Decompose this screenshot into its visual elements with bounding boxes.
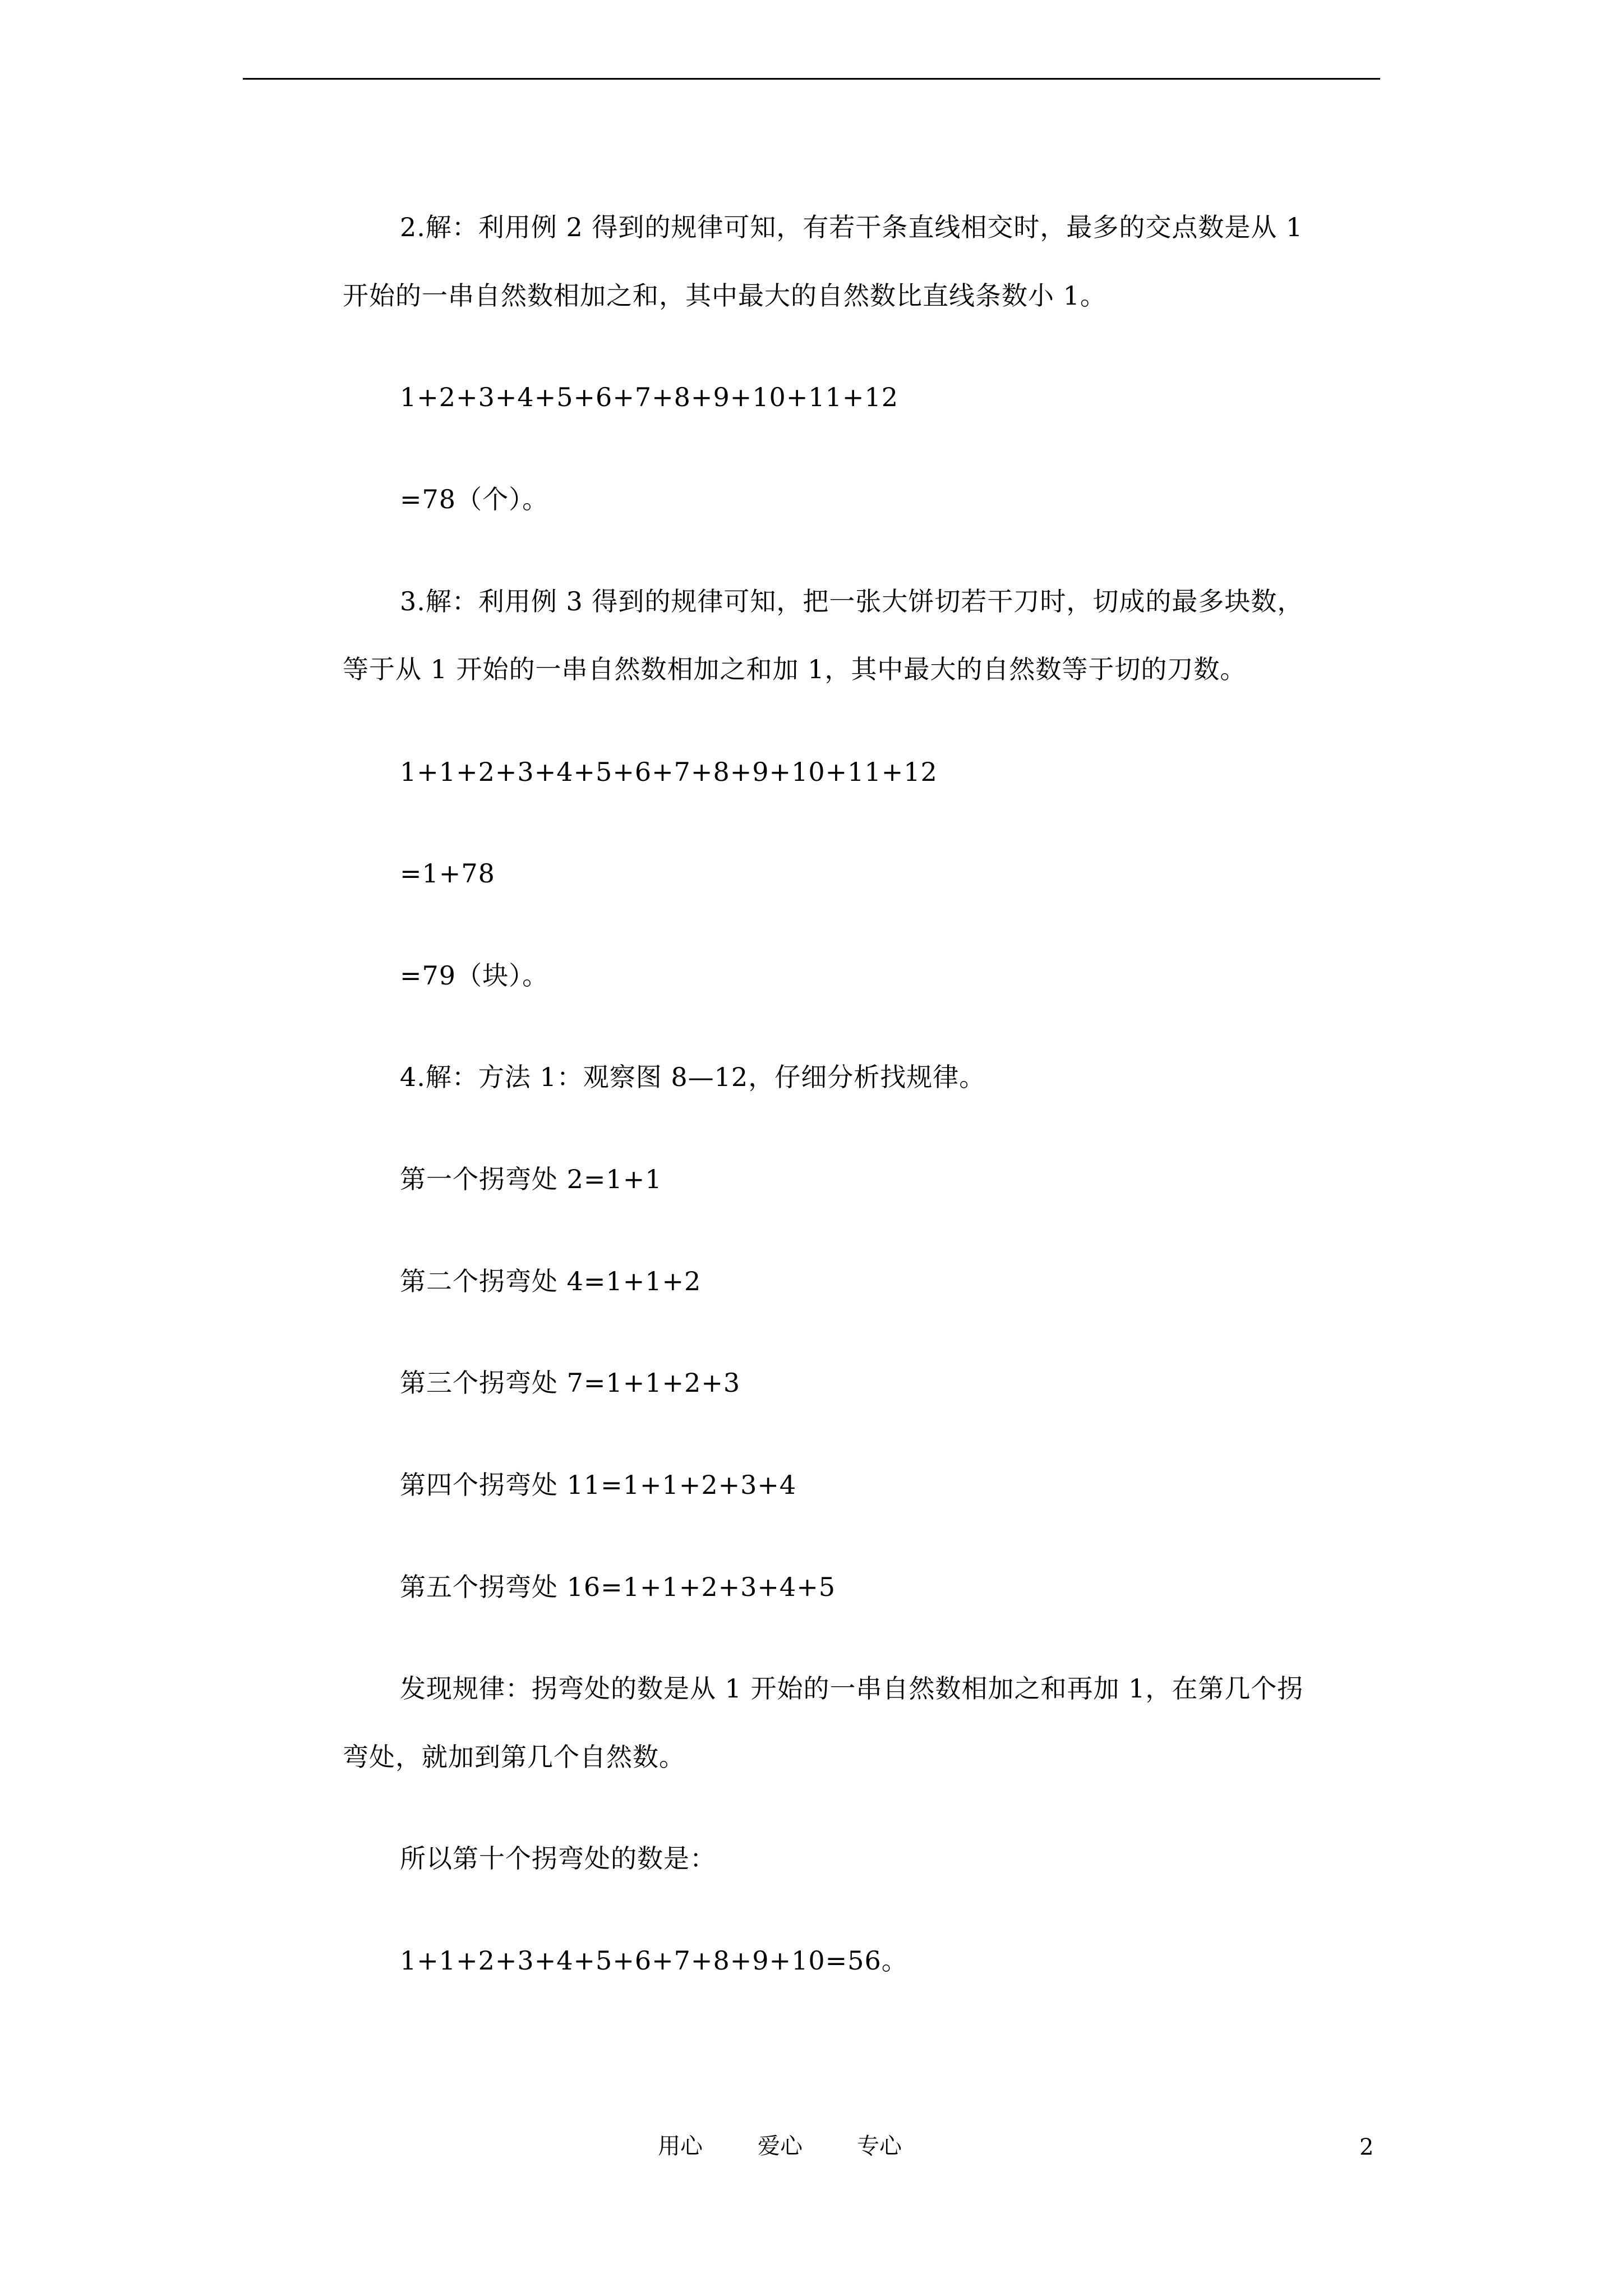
equation-line: 1+2+3+4+5+6+7+8+9+10+11+12 bbox=[400, 382, 898, 412]
equation-line: =79（块）。 bbox=[400, 960, 549, 991]
paragraph-line: 第一个拐弯处 2=1+1 bbox=[400, 1164, 662, 1194]
footer-motto-1: 用心 bbox=[658, 2133, 703, 2159]
paragraph-line: 第二个拐弯处 4=1+1+2 bbox=[400, 1266, 702, 1296]
equation-line: =1+78 bbox=[400, 858, 495, 889]
paragraph-line: 等于从 1 开始的一串自然数相加之和加 1，其中最大的自然数等于切的刀数。 bbox=[343, 654, 1247, 684]
equation-line: 1+1+2+3+4+5+6+7+8+9+10+11+12 bbox=[400, 757, 938, 787]
equation-line: =78（个）。 bbox=[400, 484, 549, 514]
paragraph-line: 所以第十个拐弯处的数是： bbox=[400, 1843, 716, 1874]
header-rule bbox=[243, 78, 1380, 80]
paragraph-line: 第四个拐弯处 11=1+1+2+3+4 bbox=[400, 1470, 797, 1500]
paragraph-line: 发现规律：拐弯处的数是从 1 开始的一串自然数相加之和再加 1，在第几个拐 bbox=[400, 1673, 1304, 1704]
paragraph-line: 第五个拐弯处 16=1+1+2+3+4+5 bbox=[400, 1572, 836, 1602]
paragraph-line: 开始的一串自然数相加之和，其中最大的自然数比直线条数小 1。 bbox=[343, 280, 1106, 311]
footer-motto-3: 专心 bbox=[857, 2133, 902, 2159]
page-number: 2 bbox=[1359, 2134, 1374, 2160]
paragraph-line: 3.解：利用例 3 得到的规律可知，把一张大饼切若干刀时，切成的最多块数， bbox=[400, 586, 1304, 616]
paragraph-line: 弯处，就加到第几个自然数。 bbox=[343, 1742, 685, 1772]
footer-motto-2: 爱心 bbox=[758, 2133, 803, 2159]
paragraph-line: 4.解：方法 1：观察图 8—12，仔细分析找规律。 bbox=[400, 1062, 986, 1092]
paragraph-line: 2.解：利用例 2 得到的规律可知，有若干条直线相交时，最多的交点数是从 1 bbox=[400, 212, 1303, 242]
equation-line: 1+1+2+3+4+5+6+7+8+9+10=56。 bbox=[400, 1945, 908, 1976]
paragraph-line: 第三个拐弯处 7=1+1+2+3 bbox=[400, 1368, 741, 1398]
